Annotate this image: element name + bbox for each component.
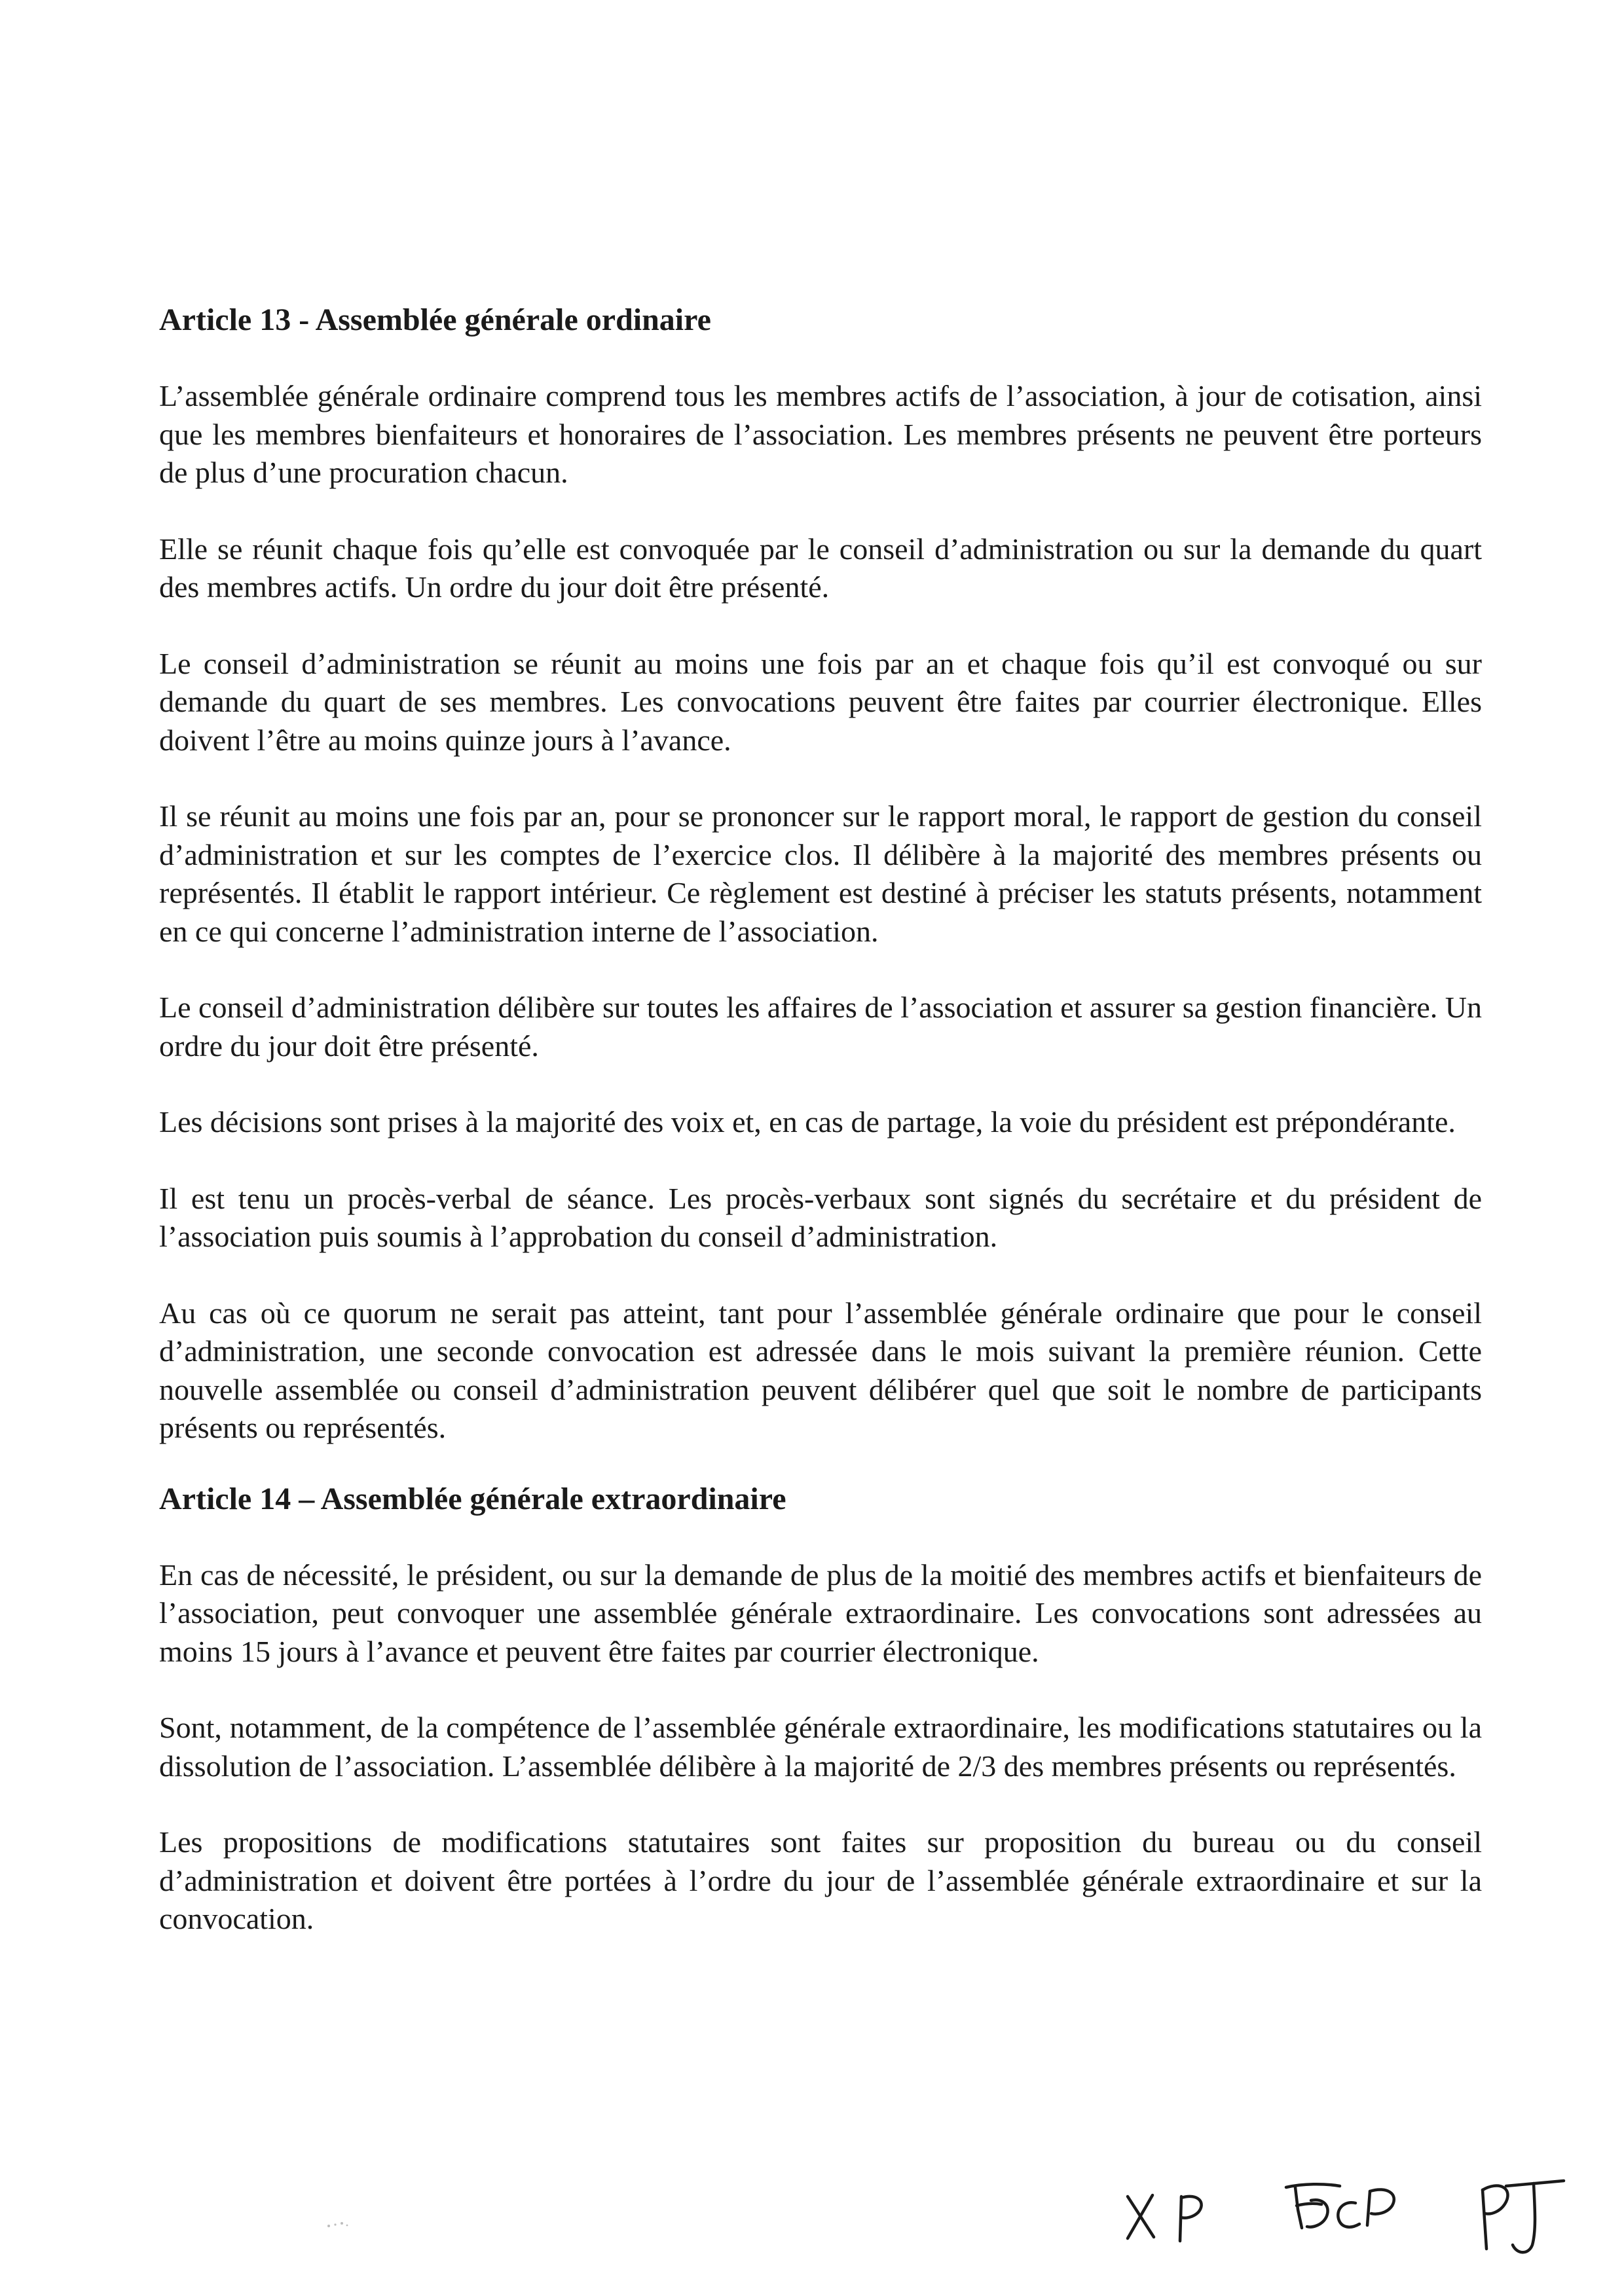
article-13-paragraph-8: Au cas où ce quorum ne serait pas atteint, tant pour l’assemblée générale ordinaire que pour le conseil d’administration, une seconde convocation est adressée dans le mois suivant la première réunion. Cette nouvelle assemblée ou conseil d’administration peuvent délibérer quel que soit le nombre de participants présents ou représentés. bbox=[159, 1296, 1482, 1444]
article-13-paragraph-5: Le conseil d’administration délibère sur toutes les affaires de l’association et assurer sa gestion financière. Un ordre du jour doit être présenté. bbox=[159, 991, 1482, 1063]
article-13-heading: Article 13 - Assemblée générale ordinaire bbox=[159, 302, 711, 337]
article-13-paragraph-3: Le conseil d’administration se réunit au moins une fois par an et chaque fois qu’il est convoqué ou sur demande du quart de ses membres. Les convocations peuvent être faites par courrier électronique. Elles doivent l’être au moins quinze jours à l’avance. bbox=[159, 646, 1482, 757]
initials-pj bbox=[1483, 2181, 1564, 2252]
article-13-paragraph-6: Les décisions sont prises à la majorité des voix et, en cas de partage, la voie du président est prépondérante. bbox=[159, 1105, 1456, 1139]
initials-fdcp bbox=[1286, 2184, 1394, 2228]
article-14-paragraph-3: Les propositions de modifications statutaires sont faites sur proposition du bureau ou du conseil d’administration et doivent être portées à l’ordre du jour de l’assemblée générale extraordinaire et sur la convocation. bbox=[159, 1825, 1482, 1935]
article-14-heading: Article 14 – Assemblée générale extraordinaire bbox=[159, 1481, 786, 1516]
article-14-paragraph-1: En cas de nécessité, le président, ou sur la demande de plus de la moitié des membres actifs et bienfaiteurs de l’association, peut convoquer une assemblée générale extraordinaire. Les convocations sont adressées au moins 15 jours à l’avance et peuvent être faites par courrier électronique. bbox=[159, 1558, 1482, 1668]
article-14-paragraph-2: Sont, notamment, de la compétence de l’assemblée générale extraordinaire, les modifications statutaires ou la dissolution de l’association. L’assemblée délibère à la majorité de 2/3 des membres présents ou représentés. bbox=[159, 1711, 1482, 1783]
document-body bbox=[159, 301, 1482, 1977]
initials-drawing bbox=[0, 2157, 1624, 2262]
initials-xp bbox=[1128, 2195, 1202, 2241]
handwritten-initials bbox=[0, 2157, 1624, 2262]
article-13-paragraph-2: Elle se réunit chaque fois qu’elle est convoquée par le conseil d’administration ou sur la demande du quart des membres actifs. Un ordre du jour doit être présenté. bbox=[159, 532, 1482, 604]
scan-speck bbox=[325, 2219, 351, 2230]
article-13-paragraph-7: Il est tenu un procès-verbal de séance. Les procès-verbaux sont signés du secrétaire et du président de l’association puis soumis à l’approbation du conseil d’administration. bbox=[159, 1181, 1482, 1253]
article-13-paragraph-1: L’assemblée générale ordinaire comprend tous les membres actifs de l’association, à jour de cotisation, ainsi que les membres bienfaiteurs et honoraires de l’association. Les membres présents ne peuvent être porteurs de plus d’une procuration chacun. bbox=[159, 379, 1482, 489]
article-13-paragraph-4: Il se réunit au moins une fois par an, pour se prononcer sur le rapport moral, le rapport de gestion du conseil d’administration et sur les comptes de l’exercice clos. Il délibère à la majorité des membres présents ou représentés. Il établit le rapport intérieur. Ce règlement est destiné à préciser les statuts présents, notamment en ce qui concerne l’administration interne de l’association. bbox=[159, 799, 1482, 948]
